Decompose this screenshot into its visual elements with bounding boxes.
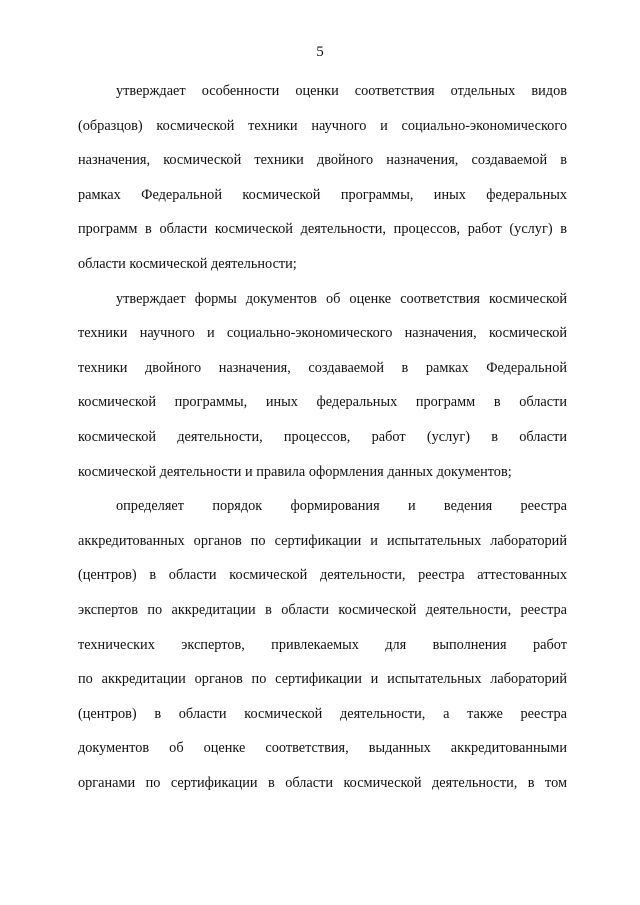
paragraph-1-line-5: программ в области космической деятельности, процессов, работ (услуг) в [78, 221, 567, 238]
body-text [78, 80, 567, 806]
paragraph-2-line-6: космической деятельности и правила оформления данных документов; [78, 463, 512, 480]
paragraph-1-line-2: (образцов) космической техники научного и социально-экономического [78, 117, 567, 134]
paragraph-3-line-6: по аккредитации органов по сертификации и испытательных лабораторий [78, 671, 567, 688]
paragraph-2-line-2: техники научного и социально-экономического назначения, космической [78, 325, 567, 342]
paragraph-3-line-5: технических экспертов, привлекаемых для выполнения работ [78, 636, 567, 653]
paragraph-2-line-4: космической программы, иных федеральных программ в области [78, 394, 567, 411]
paragraph-3-line-9: органами по сертификации в области космической деятельности, в том [78, 774, 567, 791]
paragraph-3-line-7: (центров) в области космической деятельности, а также реестра [78, 705, 567, 722]
paragraph-3-line-2: аккредитованных органов по сертификации и испытательных лабораторий [78, 532, 567, 549]
paragraph-3-line-1: определяет порядок формирования и ведения реестра [116, 498, 567, 515]
paragraph-2-line-3: техники двойного назначения, создаваемой в рамках Федеральной [78, 359, 567, 376]
page-number: 5 [316, 44, 324, 60]
paragraph-3-line-3: (центров) в области космической деятельности, реестра аттестованных [78, 567, 567, 584]
paragraph-1-line-3: назначения, космической техники двойного назначения, создаваемой в [78, 152, 567, 169]
paragraph-1-line-1: утверждает особенности оценки соответствия отдельных видов [116, 83, 567, 99]
paragraph-1-line-4: рамках Федеральной космической программы, иных федеральных [78, 186, 567, 203]
paragraph-1-line-6: области космической деятельности; [78, 255, 297, 272]
paragraph-2-line-5: космической деятельности, процессов, работ (услуг) в области [78, 428, 567, 445]
paragraph-2-line-1: утверждает формы документов об оценке соответствия космической [116, 290, 567, 307]
paragraph-3-line-8: документов об оценке соответствия, выданных аккредитованными [78, 740, 567, 757]
paragraph-3-line-4: экспертов по аккредитации в области космической деятельности, реестра [78, 601, 567, 618]
